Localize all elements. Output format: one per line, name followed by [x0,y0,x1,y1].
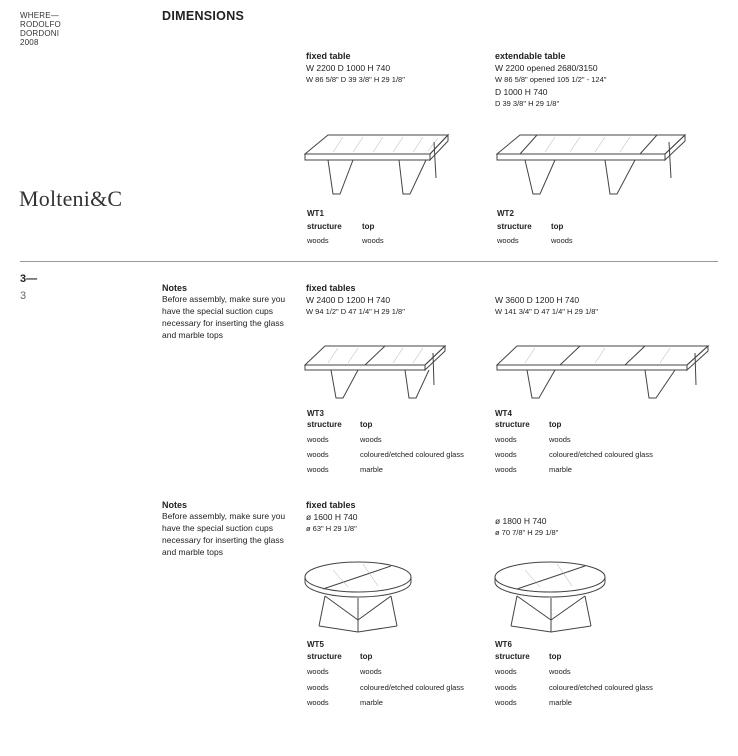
wt3-row3-top: marble [360,465,383,474]
wt3-dims-mm: W 2400 D 1200 H 740 [306,295,391,305]
wt6-dims-mm: ø 1800 H 740 [495,516,547,526]
notes-block-2 [162,500,287,558]
page-title: DIMENSIONS [162,9,245,23]
wt4-row1-top: woods [549,435,571,444]
wt4-dims-in: W 141 3/4" D 47 1/4" H 29 1/8" [495,307,599,316]
wt2-structure-woods: woods [497,236,519,245]
wt1-structure-woods: woods [307,236,329,245]
wt5-row1-top: woods [360,667,382,676]
wt4-row1-structure: woods [495,435,517,444]
wt6-structure-header: structure [495,652,530,661]
notes-block-1 [162,283,287,341]
wt3-row1-top: woods [360,435,382,444]
wt5-dims-in: ø 63" H 29 1/8" [306,524,357,533]
wt6-row1-top: woods [549,667,571,676]
wt6-row2-structure: woods [495,683,517,692]
wt4-row3-top: marble [549,465,572,474]
wt3-top-header: top [360,420,373,429]
section-subnumber: 3 [20,290,27,302]
wt2-dims-in: W 86 5/8" opened 105 1/2" - 124" [495,75,607,84]
wt2-top-woods: woods [551,236,573,245]
wt5-dimensions [306,500,358,535]
collection-label [20,11,61,47]
wt3-code: WT3 [307,409,324,418]
wt3-heading: fixed tables [306,283,356,293]
wt6-row3-structure: woods [495,698,517,707]
wt3-row3-structure: woods [307,465,329,474]
section-number: 3— [20,273,38,285]
wt6-top-header: top [549,652,562,661]
wt6-code: WT6 [495,640,512,649]
where-label: WHERE— [20,11,59,20]
wt5-row3-structure: woods [307,698,329,707]
wt2-heading: extendable table [495,51,566,61]
wt1-structure-header: structure [307,222,342,231]
wt5-dims-mm: ø 1600 H 740 [306,512,358,522]
notes-heading-2: Notes [162,500,188,510]
year-label: 2008 [20,38,39,47]
notes-text-1: Before assembly, make sure you have the special suction cups necessary for inserting the glass and marble tops [162,294,286,340]
wt4-top-header: top [549,420,562,429]
wt5-row3-top: marble [360,698,383,707]
wt3-row2-structure: woods [307,450,329,459]
wt6-dims-in: ø 70 7/8" H 29 1/8" [495,528,559,537]
wt5-structure-header: structure [307,652,342,661]
wt2-dimensions [495,51,606,110]
wt3-dimensions [306,283,405,318]
wt3-row1-structure: woods [307,435,329,444]
wt3-structure-header: structure [307,420,342,429]
wt4-table-drawing [495,343,710,403]
notes-text-2: Before assembly, make sure you have the special suction cups necessary for inserting the glass and marble tops [162,511,286,557]
wt5-row2-top: coloured/etched coloured glass [360,683,464,692]
wt4-row2-top: coloured/etched coloured glass [549,450,653,459]
wt6-table-drawing [495,560,610,635]
wt6-dimensions [495,515,558,539]
designer-last: DORDONI [20,29,60,38]
wt1-heading: fixed table [306,51,351,61]
wt6-row1-structure: woods [495,667,517,676]
wt1-dims-mm: W 2200 D 1000 H 740 [306,63,391,73]
wt1-dims-in: W 86 5/8" D 39 3/8" H 29 1/8" [306,75,405,84]
wt2-dims2-in: D 39 3/8" H 29 1/8" [495,99,560,108]
wt4-row2-structure: woods [495,450,517,459]
wt1-code: WT1 [307,209,324,218]
wt3-table-drawing [303,343,448,403]
wt1-dimensions [306,51,405,86]
designer-first: RODOLFO [20,20,61,29]
wt4-structure-header: structure [495,420,530,429]
wt2-top-header: top [551,222,564,231]
wt6-row2-top: coloured/etched coloured glass [549,683,653,692]
wt5-top-header: top [360,652,373,661]
wt4-dims-mm: W 3600 D 1200 H 740 [495,295,580,305]
wt2-structure-header: structure [497,222,532,231]
brand-logo: Molteni&C [19,186,123,211]
wt1-top-woods: woods [362,236,384,245]
section-divider [20,261,718,262]
wt5-row2-structure: woods [307,683,329,692]
wt5-code: WT5 [307,640,324,649]
wt1-top-header: top [362,222,375,231]
wt2-table-drawing [495,132,685,202]
wt5-heading: fixed tables [306,500,356,510]
wt2-dims2-mm: D 1000 H 740 [495,87,548,97]
wt6-row3-top: marble [549,698,572,707]
wt4-row3-structure: woods [495,465,517,474]
wt3-row2-top: coloured/etched coloured glass [360,450,464,459]
wt4-code: WT4 [495,409,512,418]
wt5-table-drawing [303,560,418,635]
wt2-code: WT2 [497,209,514,218]
wt1-table-drawing [303,132,453,202]
notes-heading-1: Notes [162,283,188,293]
wt3-dims-in: W 94 1/2" D 47 1/4" H 29 1/8" [306,307,405,316]
wt2-dims-mm: W 2200 opened 2680/3150 [495,63,598,73]
wt4-dimensions [495,294,598,318]
wt5-row1-structure: woods [307,667,329,676]
